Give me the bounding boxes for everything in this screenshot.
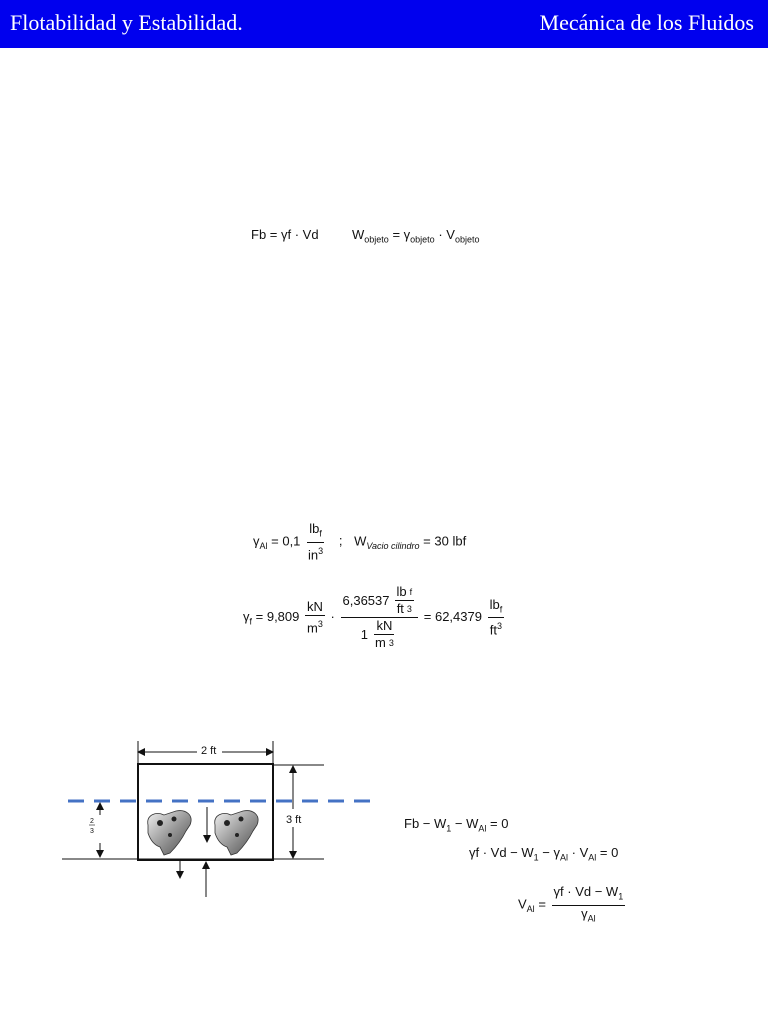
equilibrium-line-1 [404, 816, 508, 834]
result-unit-fraction [488, 598, 505, 638]
depth-label-den: 3 [90, 828, 94, 835]
m-den-sup: 3 [317, 618, 323, 629]
m-unit-sup: 3 [388, 638, 394, 648]
gamma-subscript: objeto [410, 234, 435, 245]
volume-symbol: V [446, 227, 455, 242]
eq3-equals: = [538, 896, 546, 912]
eq3-num: γf · Vd − W [553, 884, 619, 899]
gamma-f-value: = 9,809 [255, 608, 300, 624]
weight-subscript: objeto [364, 234, 389, 245]
kn-unit: kN [376, 618, 393, 633]
w-empty-value: = 30 lbf [423, 533, 467, 549]
eq2-sub-b: Al [560, 852, 569, 863]
aluminum-part-icon [148, 811, 191, 855]
result-unit-den-sup: 3 [497, 621, 503, 632]
equilibrium-line-2 [469, 845, 618, 863]
gamma-f-formula [243, 585, 506, 650]
m-unit: m [375, 635, 386, 650]
gamma-al-value: = 0,1 [271, 533, 301, 549]
m-den: m [307, 620, 318, 636]
eq3-num-sub: 1 [618, 891, 624, 902]
unit-den-sup: 3 [318, 545, 324, 556]
aluminum-part-icon [215, 811, 258, 855]
unit-num: lb [309, 521, 320, 536]
result-unit-num: lb [489, 596, 500, 612]
conversion-den-value: 1 [360, 626, 368, 642]
gamma-al-unit-fraction [306, 522, 325, 562]
unit-den: in [308, 546, 319, 562]
w-empty-symbol: W [354, 533, 367, 549]
eq1-b: − W [451, 816, 479, 831]
eq2-sub-c: Al [588, 852, 597, 863]
conversion-num-value: 6,36537 [342, 592, 390, 608]
eq3-lhs-sub: Al [526, 904, 535, 915]
volume-subscript: objeto [454, 234, 480, 245]
eq3-den-sub: Al [587, 913, 596, 924]
eq1-sub-b: Al [478, 823, 487, 834]
eq2-b: − γ [538, 845, 560, 860]
fb-lhs: Fb = [251, 227, 278, 242]
dot-operator: · [438, 227, 443, 242]
header-bar [0, 0, 768, 48]
eq3-den: γ [581, 905, 588, 921]
buoyancy-formula [251, 227, 319, 242]
equilibrium-line-3 [518, 885, 627, 925]
eq1-sub-a: 1 [446, 823, 452, 834]
ft-unit-sup: 3 [406, 604, 412, 614]
header-title-left: Flotabilidad y Estabilidad. [10, 10, 243, 35]
gamma-f-symbol: γ [243, 608, 250, 624]
conversion-fraction [341, 585, 419, 650]
eq1-c: = 0 [486, 816, 509, 831]
kn-m3-fraction [305, 600, 325, 635]
cylinder-diagram [60, 735, 390, 910]
result-unit-num-sub: f [499, 604, 503, 615]
eq1-a: Fb − W [404, 816, 447, 831]
result-unit-den: ft [489, 622, 498, 638]
gamma-f-subscript: f [249, 616, 253, 627]
weight-equals: = [392, 227, 401, 242]
ft-unit: ft [396, 601, 404, 616]
gamma-al-symbol: γ [253, 533, 260, 549]
eq2-c: · V [568, 845, 589, 860]
eq2-sub-a: 1 [533, 852, 539, 863]
fb-rhs: γf · Vd [281, 227, 319, 242]
lb-unit-sub: f [409, 587, 413, 597]
gamma-al-subscript: Al [259, 540, 268, 551]
weight-formula [352, 227, 479, 245]
cylinder-diagram-svg [60, 735, 390, 910]
eq3-lhs: V [518, 896, 527, 912]
eq3-fraction [552, 885, 626, 925]
height-label: 3 ft [286, 814, 302, 826]
gamma-symbol: γ [403, 227, 411, 242]
w-empty-subscript: Vacio cilindro [366, 540, 420, 551]
lb-unit: lb [396, 584, 407, 599]
eq2-d: = 0 [596, 845, 619, 860]
kn-num: kN [307, 598, 323, 614]
weight-symbol: W [352, 227, 365, 242]
depth-label-num: 2 [90, 818, 94, 825]
gamma-f-result: = 62,4379 [423, 608, 482, 624]
dot-operator: · [330, 608, 335, 624]
width-label: 2 ft [201, 745, 217, 757]
gamma-al-formula [253, 522, 466, 562]
separator: ; [338, 533, 343, 549]
unit-num-sub: f [319, 528, 322, 539]
eq2-a: γf · Vd − W [469, 845, 534, 860]
header-title-right: Mecánica de los Fluidos [539, 10, 754, 35]
